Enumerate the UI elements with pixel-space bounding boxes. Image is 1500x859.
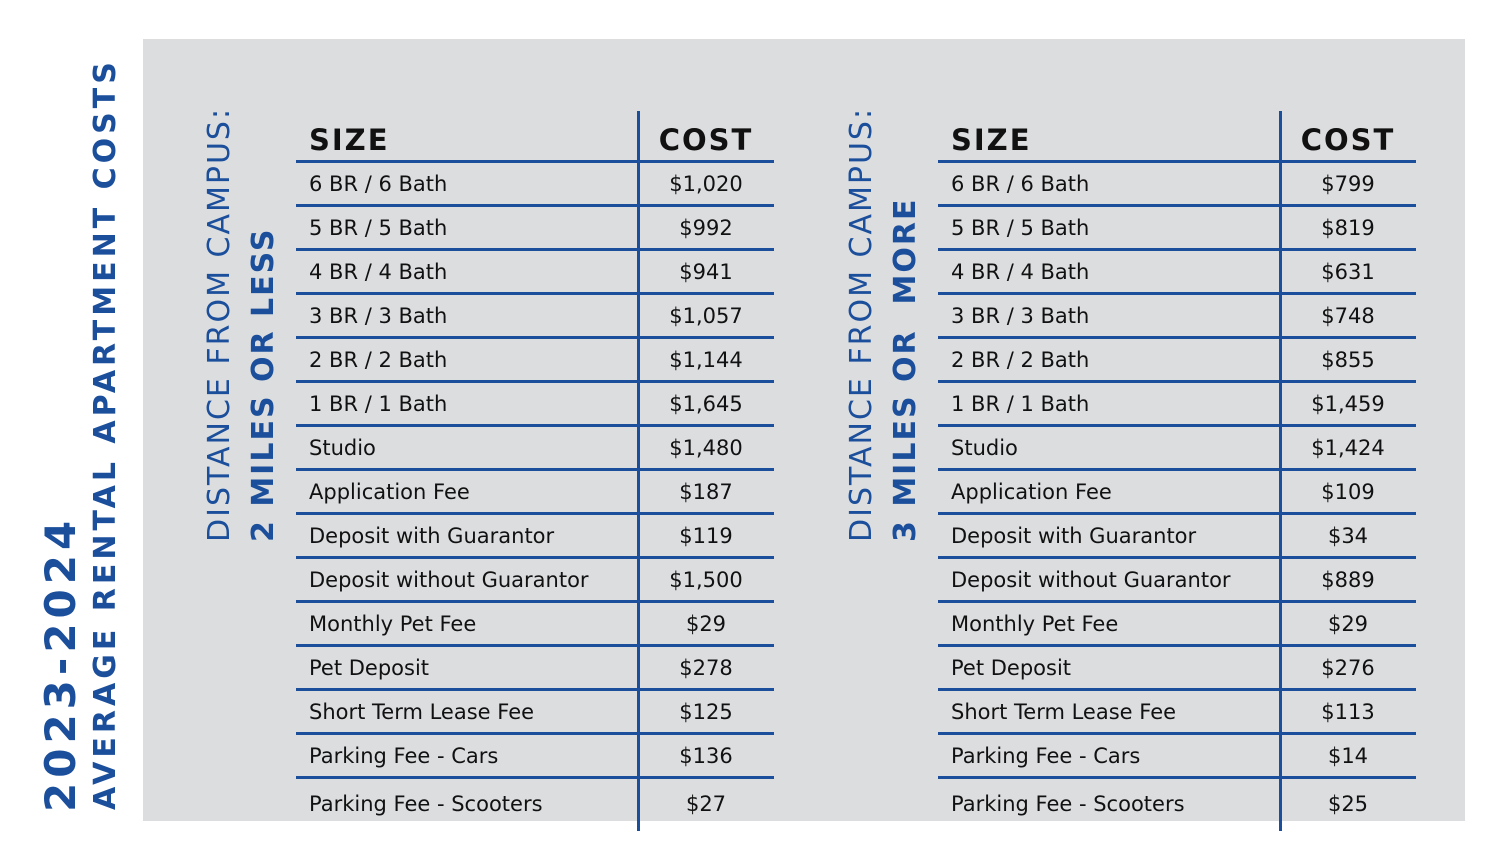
size-cell: Short Term Lease Fee [309, 699, 535, 724]
table-row [296, 779, 774, 829]
cost-cell: $1,459 [1311, 391, 1385, 416]
size-cell: Parking Fee - Scooters [309, 792, 543, 816]
cost-cell: $992 [679, 215, 733, 240]
size-cell: Application Fee [951, 479, 1112, 504]
table-row [938, 339, 1416, 383]
table-row [296, 603, 774, 647]
table-row [938, 559, 1416, 603]
distance-value: 2 MILES OR LESS [246, 227, 281, 542]
cost-cell: $1,500 [669, 567, 743, 592]
size-cell: 4 BR / 4 Bath [309, 259, 448, 284]
size-cell: Deposit with Guarantor [309, 523, 555, 548]
distance-label: DISTANCE FROM CAMPUS: [844, 106, 879, 542]
table-row [296, 251, 774, 295]
table-header [938, 111, 1416, 163]
column-divider [1279, 111, 1282, 831]
size-cell: Pet Deposit [951, 655, 1072, 680]
cost-cell: $1,480 [669, 435, 743, 460]
cost-cell: $14 [1327, 743, 1369, 768]
cost-cell: $34 [1327, 523, 1369, 548]
cost-cell: $25 [1327, 792, 1369, 816]
table-row [938, 515, 1416, 559]
size-cell: Monthly Pet Fee [309, 611, 477, 636]
table-row [938, 295, 1416, 339]
table-row [296, 383, 774, 427]
size-cell: 6 BR / 6 Bath [951, 171, 1090, 196]
table-row [938, 383, 1416, 427]
cost-cell: $1,144 [669, 347, 743, 372]
table-row [938, 251, 1416, 295]
table-body [938, 163, 1416, 829]
table-row [938, 163, 1416, 207]
subtitle: AVERAGE RENTAL APARTMENT COSTS [88, 58, 123, 810]
table-row [296, 427, 774, 471]
cost-table-far [938, 111, 1416, 829]
table-row [296, 691, 774, 735]
size-cell: 2 BR / 2 Bath [951, 347, 1090, 372]
size-cell: 1 BR / 1 Bath [309, 391, 448, 416]
table-header [296, 111, 774, 163]
size-cell: 2 BR / 2 Bath [309, 347, 448, 372]
cost-cell: $1,020 [669, 171, 743, 196]
size-cell: 3 BR / 3 Bath [309, 303, 448, 328]
size-cell: Studio [951, 435, 1018, 460]
table-row [938, 691, 1416, 735]
size-header: SIZE [951, 123, 1032, 157]
cost-cell: $125 [679, 699, 733, 724]
cost-cell: $631 [1321, 259, 1375, 284]
size-cell: Short Term Lease Fee [951, 699, 1177, 724]
table-row [296, 163, 774, 207]
cost-cell: $889 [1321, 567, 1375, 592]
table-row [938, 427, 1416, 471]
cost-cell: $1,424 [1311, 435, 1385, 460]
table-row [938, 647, 1416, 691]
table-row [296, 295, 774, 339]
size-cell: 3 BR / 3 Bath [951, 303, 1090, 328]
cost-cell: $1,057 [669, 303, 743, 328]
cost-cell: $113 [1321, 699, 1375, 724]
column-divider [637, 111, 640, 831]
size-cell: 5 BR / 5 Bath [309, 215, 448, 240]
cost-table-near [296, 111, 774, 829]
distance-heading-1 [198, 107, 286, 542]
table-row [938, 603, 1416, 647]
table-row [296, 515, 774, 559]
cost-cell: $748 [1321, 303, 1375, 328]
table-row [938, 735, 1416, 779]
size-header: SIZE [309, 123, 390, 157]
distance-value: 3 MILES OR MORE [888, 197, 923, 542]
cost-cell: $855 [1321, 347, 1375, 372]
table-row [296, 647, 774, 691]
size-cell: Pet Deposit [309, 655, 430, 680]
table-row [938, 207, 1416, 251]
size-cell: Application Fee [309, 479, 470, 504]
cost-header: COST [658, 123, 754, 157]
cost-panel [143, 39, 1465, 821]
table-row [938, 471, 1416, 515]
table-row [296, 339, 774, 383]
size-cell: Deposit without Guarantor [951, 567, 1231, 592]
cost-header: COST [1300, 123, 1396, 157]
cost-cell: $276 [1321, 655, 1375, 680]
cost-cell: $29 [1327, 611, 1369, 636]
cost-cell: $119 [679, 523, 733, 548]
size-cell: Monthly Pet Fee [951, 611, 1119, 636]
cost-cell: $278 [679, 655, 733, 680]
cost-cell: $941 [679, 259, 733, 284]
size-cell: Parking Fee - Cars [951, 743, 1141, 768]
size-cell: Parking Fee - Cars [309, 743, 499, 768]
table-row [938, 779, 1416, 829]
size-cell: 4 BR / 4 Bath [951, 259, 1090, 284]
cost-cell: $29 [685, 611, 727, 636]
year-title: 2023-2024 [36, 515, 85, 812]
size-cell: Parking Fee - Scooters [951, 792, 1185, 816]
cost-cell: $1,645 [669, 391, 743, 416]
table-body [296, 163, 774, 829]
cost-cell: $27 [685, 792, 727, 816]
size-cell: 1 BR / 1 Bath [951, 391, 1090, 416]
size-cell: Deposit with Guarantor [951, 523, 1197, 548]
size-cell: Studio [309, 435, 376, 460]
cost-cell: $136 [679, 743, 733, 768]
cost-cell: $819 [1321, 215, 1375, 240]
cost-cell: $799 [1321, 171, 1375, 196]
distance-label: DISTANCE FROM CAMPUS: [202, 106, 237, 542]
side-title [28, 40, 128, 812]
cost-cell: $187 [679, 479, 733, 504]
size-cell: 6 BR / 6 Bath [309, 171, 448, 196]
distance-heading-2 [840, 107, 928, 542]
cost-cell: $109 [1321, 479, 1375, 504]
size-cell: 5 BR / 5 Bath [951, 215, 1090, 240]
table-row [296, 207, 774, 251]
table-row [296, 735, 774, 779]
table-row [296, 471, 774, 515]
size-cell: Deposit without Guarantor [309, 567, 589, 592]
table-row [296, 559, 774, 603]
